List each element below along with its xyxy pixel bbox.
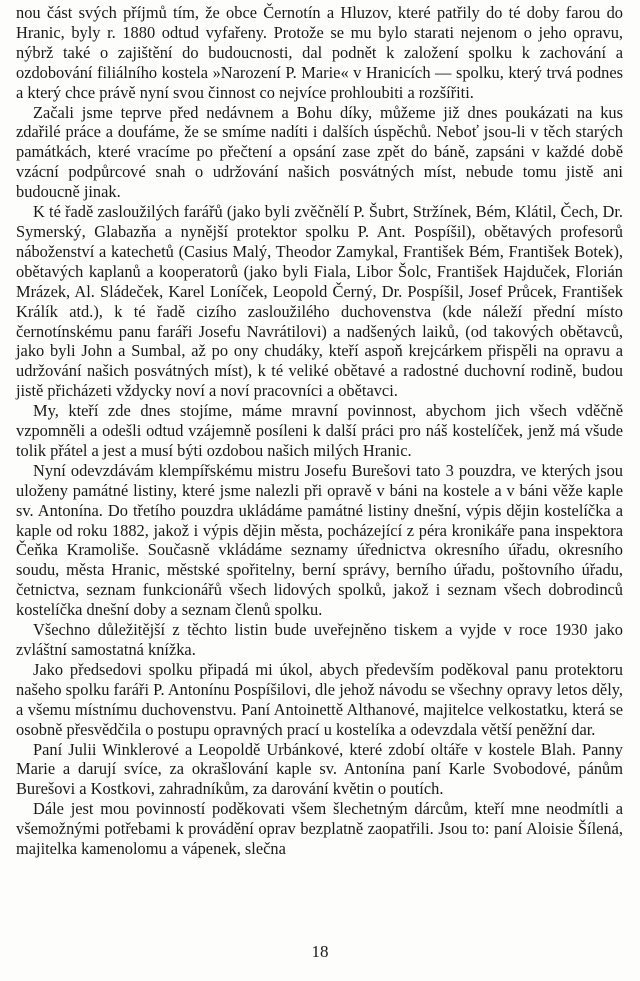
paragraph-1: nou část svých příjmů tím, že obce Černotín a Hluzov, které patřily do té doby farou do Hranic, byly r. 1880 odtud vyfařeny. Protože se mu bylo starati nejenom o jeho opravu, nýbrž také o zajištění do budoucnosti, dal podnět k založení spolku k zachování a ozdobování filiálního kostela »Narození P. Marie« v Hranicích — spolku, který trvá podnes a který chce právě nyní svou činnost co nejvíce prohloubiti a rozšířiti. [16,3,623,102]
paragraph-8: Paní Julii Winklerové a Leopoldě Urbánkové, které zdobí oltáře v kostele Blah. Panny Marie a darují svíce, za okrašlování kaple sv. Antonína paní Karle Svobodové, pánům Burešovi a Kostkovi, zahradníkům, za darování květin o poutích. [16,739,623,799]
paragraph-5: Nyní odevzdávám klempířskému mistru Josefu Burešovi tato 3 pouzdra, ve kterých jsou uloženy památné listiny, které jsme nalezli při opravě v báni na kostele a v báni věže kaple sv. Antonína. Do třetího pouzdra ukládáme památné listiny dnešní, výpis dějin kostelíčka a kaple od roku 1882, jakož i výpis dějin města, pocházející z péra kronikáře pana inspektora Čeňka Kramoliše. Současně vkládáme seznamy úřednictva okresního úřadu, okresního soudu, města Hranic, městské spořitelny, berní správy, berního úřadu, poštovního úřadu, četnictva, seznam funkcionářů všech lidových spolků, jakož i seznam všech dobrodinců kostelíčka dnešní doby a seznam členů spolku. [16,460,623,620]
paragraph-2: Začali jsme teprve před nedávnem a Bohu díky, můžeme již dnes poukázati na kus zdařilé práce a doufáme, že se smíme nadíti i dalších úspěchů. Neboť jsou-li v těch starých památkách, které vracíme po přečtení a opsání zase zpět do báně, zapsáni v každé době vzácní podpůrcové snah o udržování našich posvátných míst, nebude tomu jistě ani budoucně jinak. [16,102,623,202]
page-number: 18 [311,942,329,961]
paragraph-3: K té řadě zasloužilých farářů (jako byli zvěčnělí P. Šubrt, Stržínek, Bém, Klátil, Čech, Dr. Symerský, Glabazňa a nynější protektor spolku P. Ant. Pospíšil), obětavých profesorů náboženství a katechetů (Casius Malý, Theodor Zamykal, František Bém, František Botek), obětavých kaplanů a kooperatorů (jako byli Fiala, Libor Šolc, František Hajduček, Florián Mrázek, Al. Sládeček, Karel Loníček, Leopold Černý, Dr. Pospíšil, Josef Průcek, František Králík atd.), k té řadě cizího zasloužilého duchovenstva (kde náleží přední místo černotínskému panu faráři Josefu Navrátilovi) a nadšených laiků, (od takových obětavců, jako byli John a Sumbal, až po ony chudáky, kteří aspoň krejcárkem přispěli na opravu a udržování našich posvátných míst), k té veliké obětavé a radostné duchovní rodině, budou jistě přicházeti vždycky noví a noví pracovníci a obětavci. [16,202,623,401]
paragraph-7: Jako předsedovi spolku připadá mi úkol, abych především poděkoval panu protektoru našeho spolku faráři P. Antonínu Pospíšilovi, dle jehož návodu se všechny opravy letos děly, a všemu místnímu duchovenstvu. Paní Antoinettě Althanové, majitelce velkostatku, která se osobně přesvědčila o postupu opravných prací u kostelíka a odevzdala větší peněžní dar. [16,659,623,739]
body-text [16,3,623,859]
paragraph-4: My, kteří zde dnes stojíme, máme mravní povinnost, abychom jich všech vděčně vzpomněli a odešli odtud vzájemně posíleni k další práci pro náš kostelíček, jenž má všude tolik přátel a jest a musí býti ozdobou našich milých Hranic. [16,401,623,460]
paragraph-9: Dále jest mou povinností poděkovati všem šlechetným dárcům, kteří mne neodmítli a všemožnými potřebami k provádění oprav bezplatně zaopatřili. Jsou to: paní Aloisie Šílená, majitelka kamenolomu a vápenek, slečna [16,799,623,859]
paragraph-6: Všechno důležitější z těchto listin bude uveřejněno tiskem a vyjde v roce 1930 jako zvláštní samostatná knížka. [16,620,623,659]
